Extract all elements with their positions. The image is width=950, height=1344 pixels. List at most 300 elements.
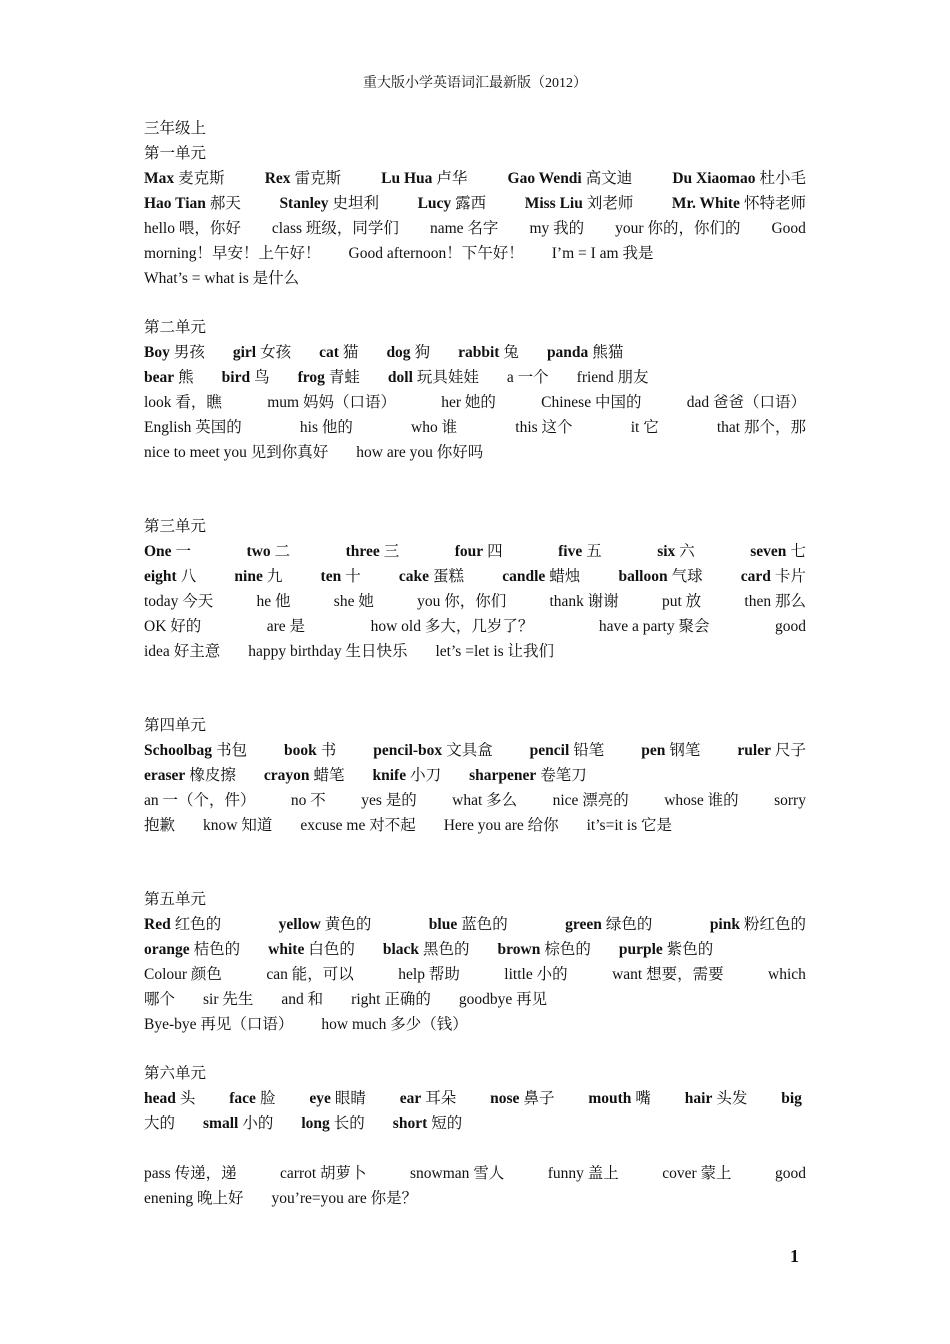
vocab-word: seven xyxy=(750,543,787,560)
vocab-text: name 名字 xyxy=(429,220,499,237)
vocab-word: bird xyxy=(221,369,251,386)
vocab-entry xyxy=(334,589,374,614)
vocab-word: mouth xyxy=(588,1090,632,1107)
vocab-text: 露西 xyxy=(455,195,487,212)
vocab-word: balloon xyxy=(618,568,668,585)
vocab-entry xyxy=(398,962,460,987)
vocab-entry xyxy=(144,962,222,987)
vocab-line xyxy=(144,340,806,365)
vocab-entry xyxy=(612,962,724,987)
vocab-text: 五 xyxy=(586,543,602,560)
vocab-text: 短的 xyxy=(431,1115,463,1132)
vocab-entry xyxy=(349,241,524,266)
vocab-text: Good afternoon！下午好！ xyxy=(348,245,524,262)
vocab-entry xyxy=(469,763,587,788)
vocab-entry xyxy=(631,415,659,440)
vocab-entry xyxy=(444,813,559,838)
unit-section xyxy=(144,887,806,1037)
vocab-text: morning！早安！上午好！ xyxy=(144,245,321,262)
vocab-entry xyxy=(508,166,633,191)
vocab-entry xyxy=(618,564,702,589)
vocab-text: no 不 xyxy=(290,792,326,809)
vocab-word: Lu Hua xyxy=(381,170,433,187)
vocab-entry xyxy=(558,539,602,564)
vocab-word: yellow xyxy=(278,916,321,933)
vocab-text: 十 xyxy=(345,568,361,585)
vocab-entry xyxy=(641,738,700,763)
vocab-text: 长的 xyxy=(333,1115,365,1132)
vocab-text: then 那么 xyxy=(744,593,806,610)
vocab-text: 三 xyxy=(383,543,400,560)
vocab-text: 紫色的 xyxy=(666,941,714,958)
vocab-text: 嘴 xyxy=(635,1090,651,1107)
vocab-entry xyxy=(321,1012,467,1037)
vocab-entry xyxy=(525,191,634,216)
vocab-entry xyxy=(672,166,806,191)
vocab-text: Good xyxy=(771,220,806,237)
vocab-line xyxy=(144,788,806,813)
vocab-line xyxy=(144,365,806,390)
vocab-word: pencil xyxy=(529,742,570,759)
vocab-text: whose 谁的 xyxy=(664,792,739,809)
vocab-line xyxy=(144,1086,806,1111)
grade-heading: 三年级上 xyxy=(144,120,207,137)
vocab-word: ruler xyxy=(737,742,771,759)
vocab-text: class 班级，同学们 xyxy=(271,220,399,237)
vocab-text: sorry xyxy=(774,792,806,809)
vocab-entry xyxy=(301,1111,364,1136)
vocab-text: today 今天 xyxy=(144,593,214,610)
vocab-word: Rex xyxy=(264,170,291,187)
vocab-word: Mr. White xyxy=(671,195,740,212)
vocab-text: my 我的 xyxy=(529,220,585,237)
vocab-entry xyxy=(768,962,806,987)
vocab-word: Max xyxy=(144,170,175,187)
vocab-line xyxy=(144,763,806,788)
vocab-entry xyxy=(144,440,328,465)
vocab-entry xyxy=(144,415,242,440)
vocab-entry xyxy=(381,166,467,191)
vocab-entry xyxy=(279,191,379,216)
vocab-entry xyxy=(144,266,299,291)
vocab-text: dad 爸爸（口语） xyxy=(686,394,806,411)
vocab-text: put 放 xyxy=(662,593,702,610)
vocab-entry xyxy=(203,987,253,1012)
vocab-entry xyxy=(775,614,806,639)
vocab-entry xyxy=(319,340,358,365)
vocab-word: One xyxy=(144,543,172,560)
vocab-entry xyxy=(744,589,806,614)
vocab-text: 蛋糕 xyxy=(433,568,465,585)
vocab-entry xyxy=(737,738,806,763)
vocab-line xyxy=(144,166,806,191)
vocab-word: doll xyxy=(387,369,413,386)
vocab-word: Schoolbag xyxy=(144,742,213,759)
vocab-text: how much 多少（钱） xyxy=(321,1016,468,1033)
vocab-entry xyxy=(203,813,272,838)
vocab-word: eye xyxy=(309,1090,331,1107)
vocab-word: Gao Wendi xyxy=(507,170,582,187)
vocab-line xyxy=(144,639,806,664)
vocab-entry xyxy=(203,1111,273,1136)
vocab-entry xyxy=(144,589,213,614)
vocab-entry xyxy=(587,813,672,838)
vocab-word: Hao Tian xyxy=(144,195,206,212)
vocab-entry xyxy=(144,813,175,838)
vocab-entry xyxy=(393,1111,462,1136)
vocab-entry xyxy=(346,539,400,564)
vocab-word: big xyxy=(781,1090,802,1107)
vocab-word: cat xyxy=(319,344,339,361)
vocab-entry xyxy=(599,614,710,639)
vocab-entry xyxy=(687,390,806,415)
vocab-text: 雷克斯 xyxy=(294,170,342,187)
vocab-text: 桔色的 xyxy=(193,941,241,958)
vocab-entry xyxy=(710,912,806,937)
vocab-text: 脸 xyxy=(259,1090,276,1107)
vocab-text: let’s =let is 让我们 xyxy=(435,643,555,660)
vocab-entry xyxy=(455,539,503,564)
vocab-entry xyxy=(298,365,360,390)
vocab-text: 书包 xyxy=(216,742,248,759)
vocab-text: 鼻子 xyxy=(523,1090,555,1107)
unit-heading: 第一单元 xyxy=(144,145,207,162)
vocab-text: right 正确的 xyxy=(351,991,431,1008)
vocab-line xyxy=(144,1186,806,1211)
vocab-entry xyxy=(144,639,220,664)
vocab-text: I’m = I am 我是 xyxy=(551,245,654,262)
unit-heading: 第四单元 xyxy=(144,717,207,734)
vocab-word: Miss Liu xyxy=(524,195,583,212)
vocab-text: 尺子 xyxy=(774,742,806,759)
vocabulary-list xyxy=(144,116,806,1211)
vocab-entry xyxy=(248,639,407,664)
vocab-entry xyxy=(657,539,695,564)
vocab-text: know 知道 xyxy=(203,817,273,834)
vocab-text: 卢华 xyxy=(436,170,468,187)
vocab-line xyxy=(144,1111,806,1136)
vocab-text: 六 xyxy=(679,543,695,560)
vocab-entry xyxy=(771,216,805,241)
vocab-entry xyxy=(781,1086,806,1111)
vocab-text: are 是 xyxy=(266,618,306,635)
vocab-text: little 小的 xyxy=(504,966,568,983)
vocab-entry xyxy=(400,1086,457,1111)
vocab-word: purple xyxy=(618,941,663,958)
vocab-entry xyxy=(284,738,336,763)
vocab-text: 蜡笔 xyxy=(313,767,345,784)
vocab-text: 史坦利 xyxy=(332,195,380,212)
vocab-text: 棕色的 xyxy=(544,941,591,958)
vocab-line xyxy=(144,216,806,241)
vocab-entry xyxy=(388,365,479,390)
vocab-entry xyxy=(373,738,492,763)
vocab-text: 小刀 xyxy=(410,767,442,784)
vocab-text: look 看，瞧 xyxy=(144,394,222,411)
vocab-entry xyxy=(144,1012,293,1037)
vocab-entry xyxy=(502,564,580,589)
vocab-text: a 一个 xyxy=(506,369,549,386)
vocab-text: 大的 xyxy=(144,1115,176,1132)
blank-line xyxy=(144,1136,806,1161)
vocab-word: white xyxy=(268,941,305,958)
vocab-word: cake xyxy=(398,568,430,585)
vocab-entry xyxy=(144,539,191,564)
vocab-entry xyxy=(356,440,483,465)
vocab-text: 蜡烛 xyxy=(549,568,581,585)
vocab-entry xyxy=(144,166,225,191)
vocab-text: how are you 你好吗 xyxy=(356,444,484,461)
vocab-entry xyxy=(229,1086,275,1111)
vocab-word: Boy xyxy=(144,344,170,361)
vocab-text: Chinese 中国的 xyxy=(541,394,642,411)
vocab-word: blue xyxy=(428,916,458,933)
vocab-word: short xyxy=(392,1115,428,1132)
vocab-entry xyxy=(553,788,629,813)
vocab-line xyxy=(144,1012,806,1037)
vocab-entry xyxy=(565,912,652,937)
vocab-word: five xyxy=(558,543,583,560)
unit-heading: 第五单元 xyxy=(144,891,207,908)
vocab-entry xyxy=(144,1186,243,1211)
vocab-text: 文具盒 xyxy=(446,742,493,759)
vocab-text: 卡片 xyxy=(774,568,806,585)
vocab-text: 红色的 xyxy=(174,916,222,933)
vocab-entry xyxy=(441,390,496,415)
vocab-entry xyxy=(529,216,584,241)
vocab-word: knife xyxy=(372,767,407,784)
vocab-word: orange xyxy=(144,941,190,958)
vocab-line xyxy=(144,1161,806,1186)
vocab-text: Colour 颜色 xyxy=(144,966,222,983)
vocab-word: bear xyxy=(144,369,175,386)
vocab-word: pencil-box xyxy=(373,742,443,759)
vocab-text: 二 xyxy=(274,543,291,560)
vocab-line xyxy=(144,937,806,962)
vocab-word: three xyxy=(345,543,380,560)
unit-section xyxy=(144,1061,806,1211)
vocab-entry xyxy=(268,937,355,962)
vocab-word: four xyxy=(454,543,484,560)
vocab-text: funny 盖上 xyxy=(547,1165,619,1182)
vocab-text: 九 xyxy=(266,568,283,585)
unit-heading: 第二单元 xyxy=(144,319,207,336)
vocab-text: thank 谢谢 xyxy=(549,593,619,610)
vocab-entry xyxy=(264,763,345,788)
vocab-text: 刘老师 xyxy=(586,195,634,212)
vocab-entry xyxy=(265,166,341,191)
vocab-text: his 他的 xyxy=(299,419,353,436)
vocab-text: it 它 xyxy=(630,419,659,436)
vocab-entry xyxy=(452,788,517,813)
vocab-text: who 谁 xyxy=(411,419,458,436)
vocab-entry xyxy=(144,763,236,788)
vocab-line xyxy=(144,738,806,763)
vocab-text: idea 好主意 xyxy=(144,643,221,660)
vocab-entry xyxy=(144,738,247,763)
vocab-entry xyxy=(144,564,196,589)
vocab-text: 狗 xyxy=(414,344,431,361)
vocab-text: 眼睛 xyxy=(334,1090,366,1107)
vocab-entry xyxy=(383,937,470,962)
vocab-text: 女孩 xyxy=(260,344,292,361)
vocab-text: good xyxy=(774,618,806,635)
vocab-text: carrot 胡萝卜 xyxy=(280,1165,367,1182)
vocab-entry xyxy=(351,987,431,1012)
vocab-entry xyxy=(144,1086,195,1111)
vocab-entry xyxy=(144,241,321,266)
vocab-text: have a party 聚会 xyxy=(598,618,710,635)
vocab-entry xyxy=(144,365,194,390)
vocab-word: Red xyxy=(144,916,171,933)
vocab-text: hello 喂，你好 xyxy=(144,220,241,237)
vocab-text: pass 传递，递 xyxy=(144,1165,237,1182)
vocab-line xyxy=(144,962,806,987)
vocab-text: enening 晚上好 xyxy=(144,1190,244,1207)
vocab-entry xyxy=(300,415,353,440)
vocab-entry xyxy=(144,1161,237,1186)
vocab-text: friend 朋友 xyxy=(576,369,649,386)
vocab-word: panda xyxy=(546,344,589,361)
vocab-word: book xyxy=(284,742,317,759)
vocab-text: want 想要，需要 xyxy=(612,966,724,983)
vocab-text: your 你的，你们的 xyxy=(615,220,741,237)
vocab-text: 气球 xyxy=(671,568,703,585)
vocab-text: how old 多大，几岁了？ xyxy=(370,618,534,635)
vocab-word: Du Xiaomao xyxy=(672,170,756,187)
unit-section xyxy=(144,315,806,465)
vocab-entry xyxy=(371,614,534,639)
vocab-text: goodbye 再见 xyxy=(458,991,548,1008)
page-title: 重大版小学英语词汇最新版（2012） xyxy=(363,76,587,91)
vocab-text: she 她 xyxy=(333,593,374,610)
vocab-line xyxy=(144,813,806,838)
vocab-entry xyxy=(279,912,372,937)
vocab-word: brown xyxy=(497,941,541,958)
vocab-text: 卷笔刀 xyxy=(540,767,587,784)
vocab-text: that 那个，那 xyxy=(716,419,806,436)
vocab-text: 耳朵 xyxy=(425,1090,457,1107)
vocab-entry xyxy=(662,1161,731,1186)
unit-section xyxy=(144,713,806,838)
vocab-text: what 多么 xyxy=(452,792,518,809)
vocab-entry xyxy=(247,539,291,564)
vocab-text: can 能，可以 xyxy=(266,966,354,983)
vocab-text: 抱歉 xyxy=(144,817,176,834)
vocab-text: 书 xyxy=(320,742,337,759)
vocab-entry xyxy=(547,340,623,365)
vocab-line xyxy=(144,564,806,589)
vocab-text: 麦克斯 xyxy=(178,170,225,187)
vocab-text: mum 妈妈（口语） xyxy=(267,394,396,411)
vocab-entry xyxy=(418,191,487,216)
vocab-word: crayon xyxy=(263,767,310,784)
vocab-entry xyxy=(507,365,549,390)
vocab-text: 熊 xyxy=(178,369,194,386)
vocab-entry xyxy=(498,937,591,962)
vocab-entry xyxy=(144,340,205,365)
vocab-text: nice to meet you 见到你真好 xyxy=(144,444,329,461)
vocab-word: card xyxy=(740,568,771,585)
vocab-entry xyxy=(458,340,519,365)
vocab-entry xyxy=(144,614,201,639)
vocab-text: cover 蒙上 xyxy=(662,1165,732,1182)
vocab-entry xyxy=(321,564,361,589)
vocab-entry xyxy=(411,415,457,440)
vocab-text: 怀特老师 xyxy=(743,195,806,212)
unit-heading: 第六单元 xyxy=(144,1065,207,1082)
vocab-word: face xyxy=(229,1090,256,1107)
vocab-text: 橡皮擦 xyxy=(189,767,236,784)
vocab-entry xyxy=(615,216,740,241)
vocab-word: Stanley xyxy=(279,195,329,212)
vocab-line xyxy=(144,415,806,440)
vocab-text: her 她的 xyxy=(441,394,496,411)
vocab-text: which xyxy=(768,966,806,983)
vocab-word: eight xyxy=(144,568,177,585)
vocab-word: long xyxy=(301,1115,330,1132)
vocab-entry xyxy=(490,1086,554,1111)
vocab-text: Here you are 给你 xyxy=(443,817,559,834)
vocab-text: What’s = what is 是什么 xyxy=(144,270,300,287)
vocab-text: 黄色的 xyxy=(324,916,372,933)
vocab-text: 蓝色的 xyxy=(461,916,508,933)
vocab-text: 玩具娃娃 xyxy=(416,369,479,386)
vocab-word: rabbit xyxy=(458,344,500,361)
vocab-word: nine xyxy=(234,568,263,585)
vocab-entry xyxy=(372,763,441,788)
vocab-text: 高文迪 xyxy=(585,170,633,187)
vocab-text: good xyxy=(775,1165,806,1182)
vocab-text: 铅笔 xyxy=(573,742,605,759)
vocab-text: he 他 xyxy=(256,593,291,610)
vocab-entry xyxy=(222,365,270,390)
vocab-word: ear xyxy=(399,1090,422,1107)
vocab-text: 哪个 xyxy=(144,991,176,1008)
vocab-text: 黑色的 xyxy=(423,941,470,958)
vocab-entry xyxy=(417,589,506,614)
vocab-entry xyxy=(281,987,323,1012)
vocab-entry xyxy=(309,1086,366,1111)
vocab-entry xyxy=(588,1086,651,1111)
vocab-entry xyxy=(619,937,713,962)
vocab-entry xyxy=(436,639,555,664)
vocab-text: Bye-bye 再见（口语） xyxy=(144,1016,294,1033)
vocab-entry xyxy=(291,788,326,813)
vocab-entry xyxy=(267,390,396,415)
vocab-line xyxy=(144,241,806,266)
vocab-text: and 和 xyxy=(281,991,324,1008)
vocab-text: excuse me 对不起 xyxy=(300,817,416,834)
vocab-text: 白色的 xyxy=(308,941,355,958)
vocab-word: six xyxy=(657,543,676,560)
vocab-text: 粉红色的 xyxy=(743,916,806,933)
vocab-entry xyxy=(271,1186,417,1211)
vocab-line xyxy=(144,390,806,415)
unit-heading: 第三单元 xyxy=(144,518,207,535)
vocab-text: yes 是的 xyxy=(361,792,417,809)
vocab-entry xyxy=(267,614,305,639)
vocab-entry xyxy=(548,1161,619,1186)
vocab-entry xyxy=(410,1161,504,1186)
vocab-entry xyxy=(664,788,738,813)
vocab-text: sir 先生 xyxy=(203,991,254,1008)
vocab-text: 青蛙 xyxy=(328,369,360,386)
unit-section xyxy=(144,141,806,291)
vocab-text: snowman 雪人 xyxy=(410,1165,505,1182)
vocab-text: it’s=it is 它是 xyxy=(586,817,673,834)
vocab-entry xyxy=(144,390,222,415)
